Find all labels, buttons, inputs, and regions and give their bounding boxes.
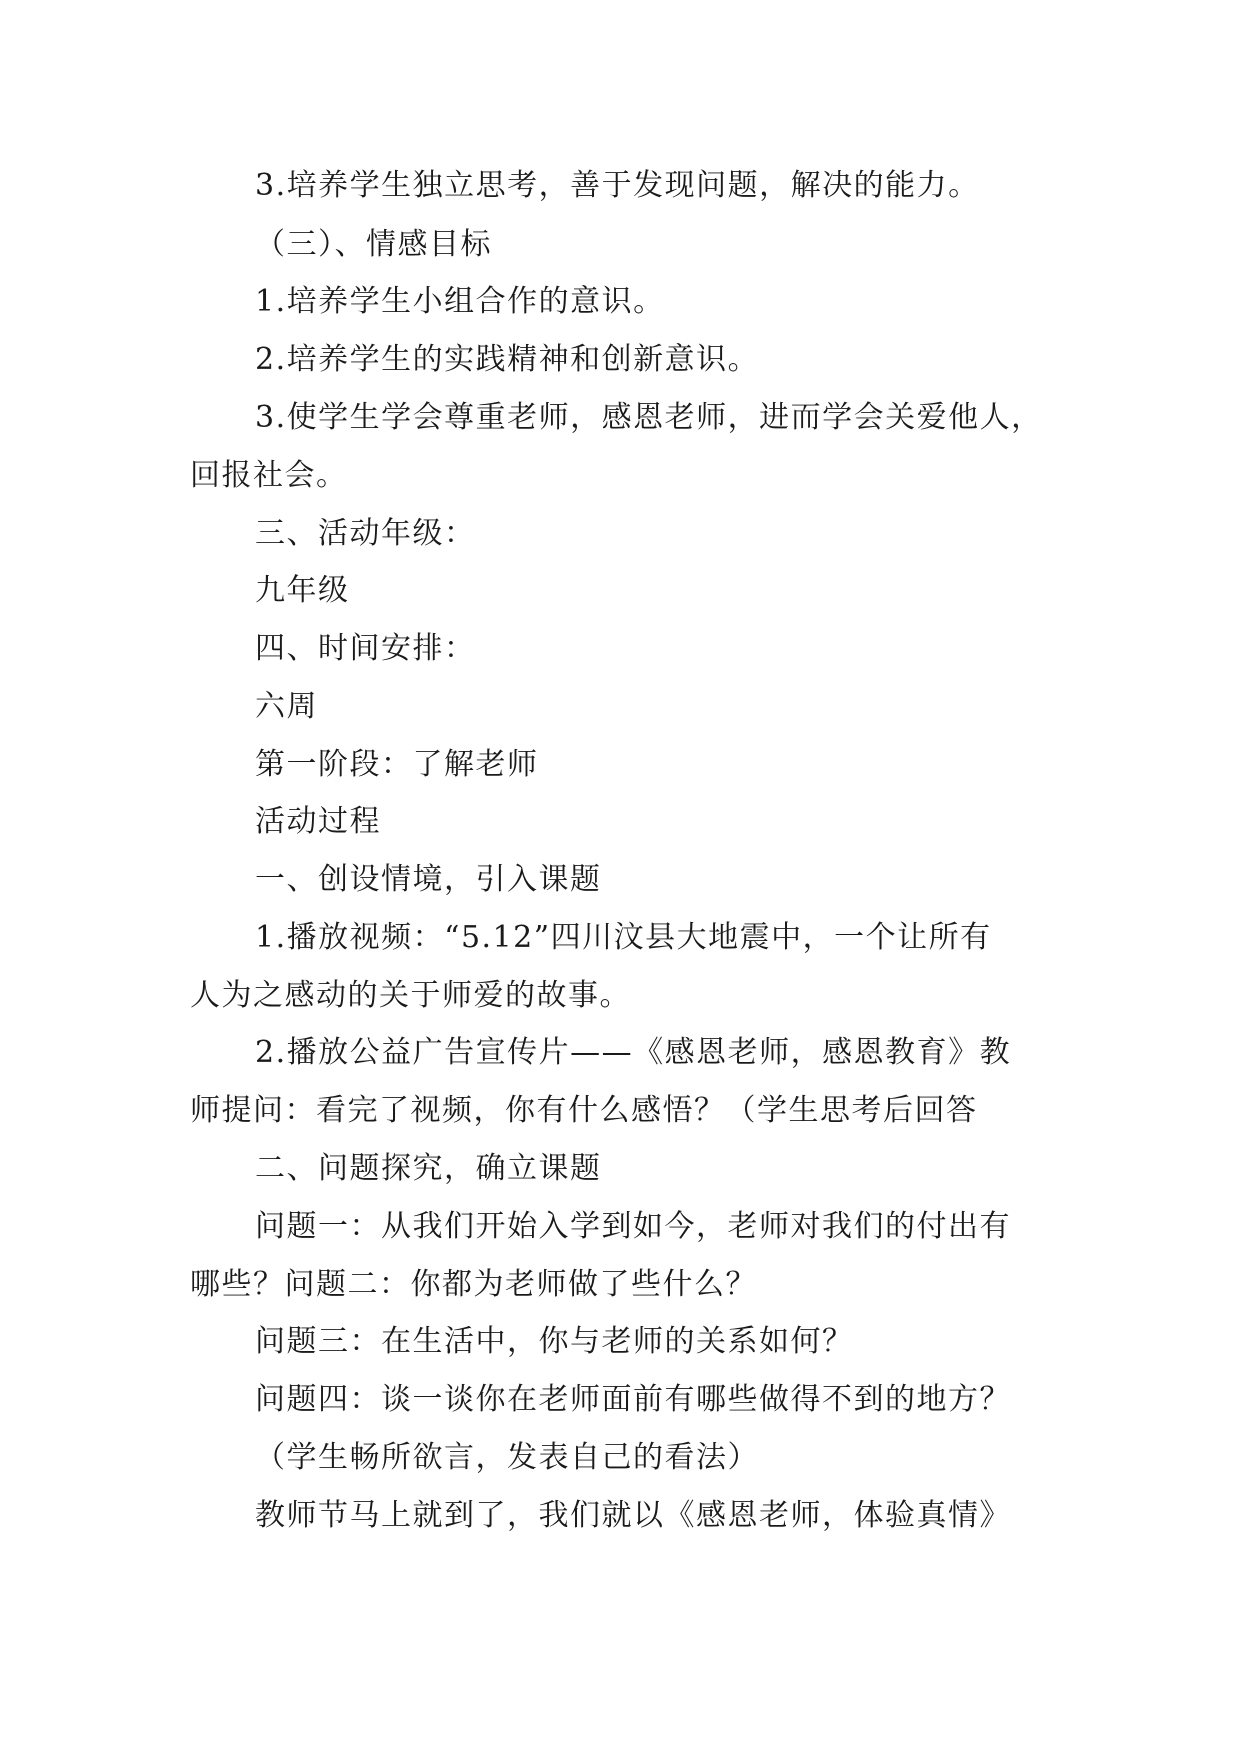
text-line: 师提问：看完了视频，你有什么感悟？（学生思考后回答 [190,1093,978,1128]
text-line: 3.使学生学会尊重老师，感恩老师，进而学会关爱他人， [255,400,1043,435]
text-line: 问题三：在生活中，你与老师的关系如何？ [255,1324,854,1359]
section-heading: （三）、情感目标 [255,227,492,262]
text-line: 活动过程 [255,804,381,839]
text-line: 1.播放视频：“5.12”四川汶县大地震中，一个让所有 [255,920,992,955]
text-line: 九年级 [255,573,350,608]
text-line: 3.培养学生独立思考，善于发现问题，解决的能力。 [255,168,980,203]
text-line: 六周 [255,689,318,724]
section-heading: 三、活动年级： [255,516,476,551]
text-line: 哪些？问题二：你都为老师做了些什么？ [190,1267,757,1302]
text-line: 问题四：谈一谈你在老师面前有哪些做得不到的地方？ [255,1382,1011,1417]
text-line: 1.培养学生小组合作的意识。 [255,284,665,319]
section-heading: 一、创设情境，引入课题 [255,862,602,897]
text-line: 人为之感动的关于师爱的故事。 [190,978,631,1013]
text-line: 回报社会。 [190,458,348,493]
text-line: 2.播放公益广告宣传片——《感恩老师，感恩教育》教 [255,1035,1012,1070]
text-line: （学生畅所欲言，发表自己的看法） [255,1440,759,1475]
section-heading: 二、问题探究，确立课题 [255,1151,602,1186]
text-line: 2.培养学生的实践精神和创新意识。 [255,342,760,377]
section-heading: 第一阶段：了解老师 [255,747,539,782]
section-heading: 四、时间安排： [255,631,476,666]
text-line: 问题一：从我们开始入学到如今，老师对我们的付出有 [255,1209,1011,1244]
text-line: 教师节马上就到了，我们就以《感恩老师，体验真情》 [255,1498,1011,1533]
